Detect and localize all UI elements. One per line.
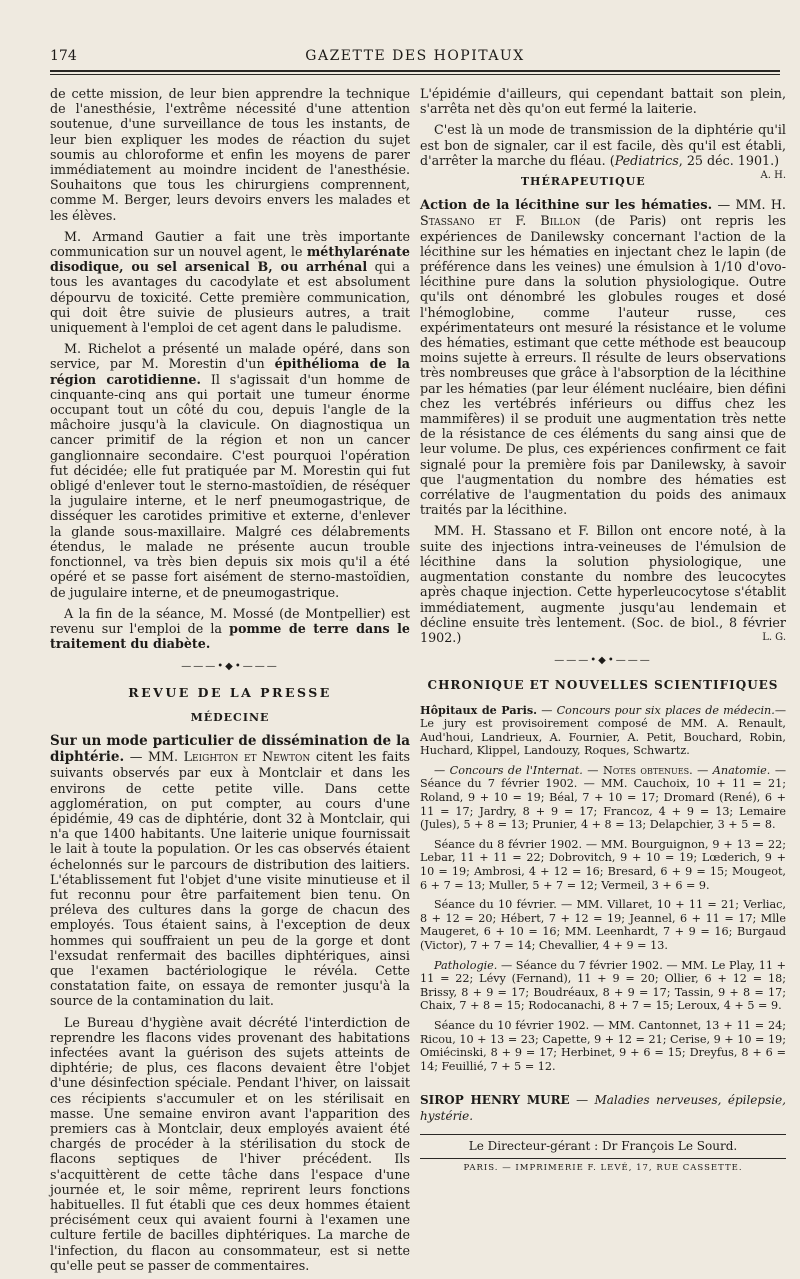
paragraph: Hôpitaux de Paris. — Concours pour six places de médecin.— Le jury est provisoirement composé de MM. A. Renault, Aud'houi, Landrieux, A. Fournier, A. Petit, Bouchard, Robin, Huchard, Klippel, Landouzy, Roques, Schwartz.	[420, 702, 786, 758]
section-title: REVUE DE LA PRESSE	[128, 684, 332, 700]
ornament-divider: ———•◆•———	[181, 661, 279, 673]
paragraph: A la fin de la séance, M. Mossé (de Montpellier) est revenu sur l'emploi de la pomme de terre dans le traitement du diabète.	[50, 605, 410, 652]
paragraph: de cette mission, de leur bien apprendre la technique de l'anesthésie, l'extrême nécessité d'une attention soutenue, d'une surveillance de tous les instants, de leur bien expliquer les modes de réaction du sujet soumis au chloroforme et enfin les moyens de parer immédiatement au moindre incident de l'anesthésie. Souhaitons que tous les chirurgiens comprennent, comme M. Berger, leurs devoirs envers les malades et les élèves.	[50, 86, 410, 223]
paragraph: Séance du 10 février 1902. — MM. Cantonnet, 13 + 11 = 24; Ricou, 10 + 13 = 23; Capette, 9 + 12 = 21; Cerise, 9 + 10 = 19; Omiécinski, 8 + 9 = 17; Herbinet, 9 + 6 = 15; Dreyfus, 8 + 6 = 14; Feuillié, 7 + 5 = 12.	[420, 1018, 786, 1073]
right-column	[420, 86, 786, 1176]
header-rule-thin	[50, 74, 780, 75]
page-number: 174	[50, 48, 77, 64]
subsection-title: MÉDECINE	[190, 710, 270, 724]
article-paragraph: Action de la lécithine sur les hématies. — MM. H. Stassano et F. Billon (de Paris) ont repris les expériences de Danilewsky concernant l'action de la lécithine sur les hématies en injectant chez le lapin (de préférence dans les veines) une émulsion à 1/10 d'ovo-lécithine pure dans la solution physiologique. Outre qu'ils ont dénombré les globules rouges et dosé l'hémoglobine, comme l'auteur russe, ces expérimentateurs ont mesuré la résistance et le volume des hématies, estimant que cette méthode est beaucoup moins sujette à erreurs. Il résulte de leurs observations très nombreuses que grâce à l'absorption de la lécithine par les hématies (par leur élément nucléaire, bien défini chez les vertébrés inférieurs ou diffus chez les mammifères) il se produit une augmentation très nette de la résistance de ces éléments du sang ainsi que de leur volume. De plus, ces expériences confirment ce fait signalé pour la première fois par Danilewsky, à savoir que l'augmentation du nombre des hématies est corrélative de l'augmentation du poids des animaux traités par la lécithine.	[420, 197, 786, 518]
paragraph: Le Bureau d'hygiène avait décrété l'interdiction de reprendre les flacons vides provenant des habitations infectées avant la guérison des sujets atteints de diphtérie; de plus, ces flacons devaient être l'objet d'une désinfection spéciale. Pendant l'hiver, on laissait ces récipients s'accumuler et on les stérilisait en masse. Une semaine environ avant l'apparition des premiers cas à Montclair, deux employés avaient été chargés de procéder à la stérilisation du stock de flacons septiques de l'hiver précédent. Ils s'acquittèrent de cette tâche dans l'espace d'une journée et, le soir même, reprirent leurs fonctions habituelles. Il fut établi que ces deux hommes étaient précisément ceux qui avaient fourni à l'examen une culture fertile de bacilles diphtériques. La marche de l'infection, du flacon au consommateur, est si nette qu'elle peut se passer de commentaires.	[50, 1014, 410, 1273]
ornament-divider: ———•◆•———	[554, 655, 652, 667]
paragraph: C'est là un mode de transmission de la diphtérie qu'il est bon de signaler, car il est facile, dès qu'il est établi, d'arrêter la marche du fléau. (Pediatrics, 25 déc. 1901.) A. H.	[420, 122, 786, 168]
page-header	[50, 46, 780, 68]
paragraph: Séance du 10 février. — MM. Villaret, 10 + 11 = 21; Verliac, 8 + 12 = 20; Hébert, 7 + 12 = 19; Jeannel, 6 + 11 = 17; Mlle Maugeret, 6 + 10 = 16; MM. Leenhardt, 7 + 9 = 16; Burgaud (Victor), 7 + 7 = 14; Chevallier, 4 + 9 = 13.	[420, 898, 786, 953]
article-title: Sur un mode particulier de dissémination de la diphtérie.	[50, 732, 410, 766]
paragraph: M. Armand Gautier a fait une très importante communication sur un nouvel agent, le méthylarénate disodique, ou sel arsenical B, ou arrhénal qui a tous les avantages du cacodylate et est absolument dépourvu de toxicité. Cette première communication, qui doit être suivie de plusieurs autres, a trait uniquement à l'emploi de cet agent dans le paludisme.	[50, 228, 410, 336]
printer-line: PARIS. — IMPRIMERIE F. LEVÉ, 17, RUE CASSETTE.	[420, 1158, 786, 1176]
paragraph: — Concours de l'Internat. — Notes obtenues. — Anatomie. — Séance du 7 février 1902. — MM. Cauchoix, 10 + 11 = 21; Roland, 9 + 10 = 19; Béal, 7 + 10 = 17; Dromard (René), 6 + 11 = 17; Jardry, 8 + 9 = 17; Francoz, 4 + 9 = 13; Lemaire (Jules), 5 + 8 = 13; Prunier, 4 + 8 = 13; Delapchier, 3 + 5 = 8.	[420, 763, 786, 832]
paragraph: Pathologie. — Séance du 7 février 1902. — MM. Le Play, 11 + 11 = 22; Lévy (Fernand), 11 + 9 = 20; Ollier, 6 + 12 = 18; Brissy, 8 + 9 = 17; Boudréaux, 8 + 9 = 17; Tassin, 9 + 8 = 17; Chaix, 7 + 8 = 15; Rodocanachi, 8 + 7 = 15; Leroux, 4 + 5 = 9.	[420, 958, 786, 1013]
article-paragraph: Sur un mode particulier de dissémination de la diphtérie. — MM. Leighton et Newton citent les faits suivants observés par eux à Montclair et dans les environs de cette petite ville. Dans cette agglomération, on put compter, au cours d'une épidémie, 49 cas de diphtérie, dont 32 à Montclair, qui n'a que 1400 habitants. Une laiterie unique fournissait le lait à toute la population. Or les cas observés étaient échelonnés sur le parcours de distribution des laitiers. L'établissement fut l'objet d'une visite minutieuse et il fut reconnu pour être parfaitement bien tenu. On préleva des cultures dans la gorge de chacun des employés. Tous étaient sains, à l'exception de deux hommes qui souffraient un peu de la gorge et dont l'exsudat renfermait des bacilles diphtériques, ainsi que l'examen bactériologique le révéla. Cette constatation faite, on essaya de remonter jusqu'à la source de la contamination du lait.	[50, 732, 410, 1009]
journal-title: GAZETTE DES HOPITAUX	[305, 48, 525, 64]
paragraph: Séance du 8 février 1902. — MM. Bourguignon, 9 + 13 = 22; Lebar, 11 + 11 = 22; Dobrovitch, 9 + 10 = 19; Lœderich, 9 + 10 = 19; Ambrosi, 4 + 12 = 16; Bresard, 6 + 9 = 15; Mougeot, 6 + 7 = 13; Muller, 5 + 7 = 12; Vermeil, 3 + 6 = 9.	[420, 837, 786, 892]
signature: L. G.	[762, 631, 786, 643]
signature: A. H.	[760, 170, 786, 182]
subsection-title: THÉRAPEUTIQUE	[520, 175, 646, 189]
paragraph: M. Richelot a présenté un malade opéré, dans son service, par M. Morestin d'un épithélioma de la région carotidienne. Il s'agissait d'un homme de cinquante-cinq ans qui portait une tumeur énorme occupant tout un côté du cou, depuis l'angle de la mâchoire jusqu'à la clavicule. On diagnostiqua un cancer primitif de la région et non un cancer ganglionnaire secondaire. C'est pourquoi l'opération fut décidée; elle fut pratiquée par M. Morestin qui fut obligé d'enlever tout le sterno-mastoïdien, de réséquer la jugulaire interne, et le nerf pneumogastrique, de disséquer les carotides primitive et externe, d'enlever la glande sous-maxillaire. Malgré ces délabrements étendus, le malade ne présente aucun trouble fonctionnel, va très bien depuis six mois qu'il a été opéré et se passe fort aisément de sterno-mastoïdien, de jugulaire interne, et de pneumogastrique.	[50, 341, 410, 600]
paragraph: L'épidémie d'ailleurs, qui cependant battait son plein, s'arrêta net dès qu'on eut fermé la laiterie.	[420, 86, 786, 117]
left-column	[50, 86, 410, 1279]
article-title: Action de la lécithine sur les hématies.	[420, 198, 713, 214]
section-title: CHRONIQUE ET NOUVELLES SCIENTIFIQUES	[427, 678, 779, 693]
publisher-line: Le Directeur-gérant : Dr François Le Sourd.	[420, 1134, 786, 1154]
advertisement: SIROP HENRY MURE — Maladies nerveuses, épilepsie, hystérie.	[420, 1093, 786, 1123]
header-rule	[50, 70, 780, 72]
paragraph: MM. H. Stassano et F. Billon ont encore noté, à la suite des injections intra-veineuses de l'émulsion de lécithine dans la solution physiologique, une augmentation constante du nombre des leucocytes après chaque injection. Cette hyperleucocytose s'établit immédiatement, augmente jusqu'au lendemain et décline ensuite très lentement. (Soc. de biol., 8 février 1902.) L. G.	[420, 523, 786, 645]
